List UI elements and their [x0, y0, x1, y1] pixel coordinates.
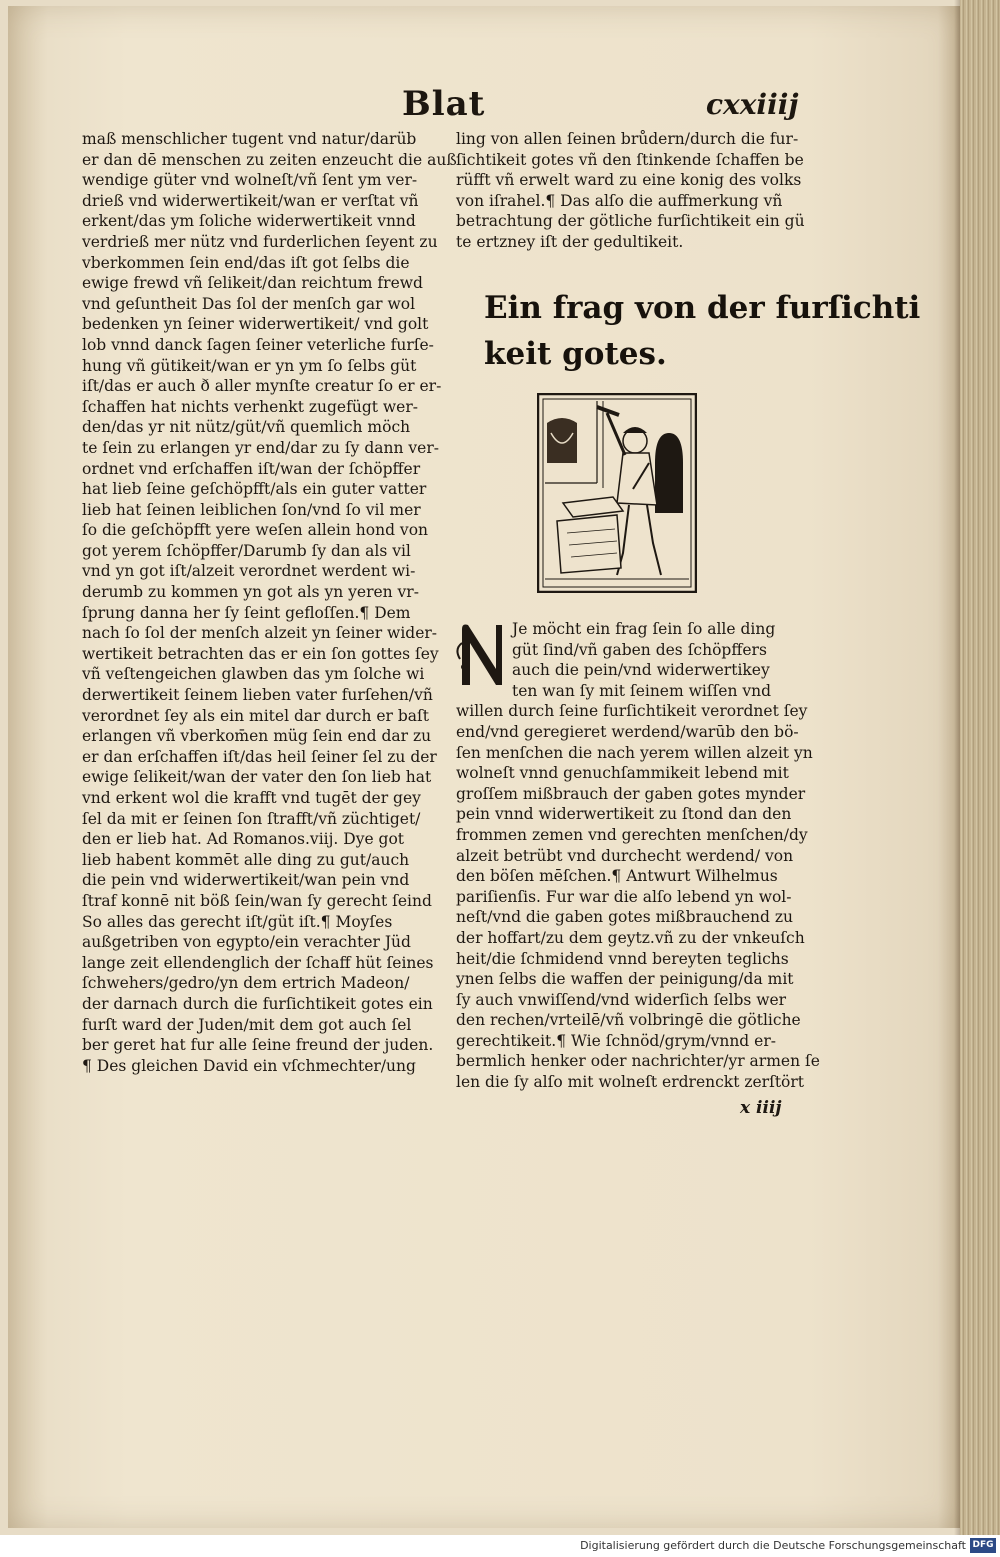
text-line: wendige güter vnd wolneſt/vñ ſent ym ver-: [82, 171, 418, 190]
text-line: pein vnnd widerwertikeit zu ſtond dan den: [456, 805, 792, 824]
text-line: hung vñ gütikeit/wan er yn ym ſo ſelbs güt: [82, 356, 417, 375]
text-line: furſt ward der Juden/mit dem got auch ſel: [82, 1015, 412, 1034]
text-line: gerechtikeit.¶ Wie ſchnöd/grym/vnnd er-: [456, 1031, 776, 1050]
text-line: te ertzney iſt der gedultikeit.: [456, 232, 684, 251]
text-line: ſo die geſchöpfft yere weſen allein hond von: [82, 521, 429, 540]
text-line: wertikeit betrachten das er ein ſon gottes ſey: [82, 644, 439, 663]
digitization-footer: [0, 1535, 1000, 1557]
text-line: bedenken yn ſeiner widerwertikeit/ vnd golt: [82, 315, 429, 334]
text-line: erlangen vñ vberkom̄en müg ſein end dar zu: [82, 727, 432, 746]
text-line: heit/die ſchmidend vnnd bereyten teglichs: [456, 949, 789, 968]
text-line: ewige frewd vñ ſelikeit/dan reichtum frewd: [82, 274, 423, 293]
text-line: Je möcht ein frag ſein ſo alle ding: [512, 620, 776, 638]
text-line: lange zeit ellendenglich der ſchaff hüt ſeines: [82, 953, 434, 972]
text-line: verdrieß mer nütz vnd furderlichen ſeyent zu: [82, 232, 438, 251]
book-fore-edge: [960, 0, 1000, 1535]
text-line: lieb habent kommēt alle ding zu gut/auch: [82, 850, 410, 869]
text-line: frommen zemen vnd gerechten menſchen/dy: [456, 825, 808, 844]
text-line: ten wan ſy mit ſeinem wiſſen vnd: [512, 681, 772, 700]
text-line: vberkommen ſein end/das iſt got ſelbs die: [82, 253, 410, 272]
chapter-heading: [484, 285, 920, 377]
text-line: der hoffart/zu dem geytz.vñ zu der vnkeuſch: [456, 928, 805, 947]
text-line: bermlich henker oder nachrichter/yr armen ſe: [456, 1052, 820, 1071]
text-line: len die ſy alſo mit wolneſt erdrenckt zerſtört: [456, 1073, 805, 1092]
text-line: derumb zu kommen yn got als yn yeren vr-: [82, 583, 419, 602]
text-line: derwertikeit ſeinem lieben vater furſehen/vñ: [82, 686, 433, 705]
text-line: den rechen/vrteilē/vñ volbringē die götliche: [456, 1011, 801, 1030]
woodcut-illustration: [537, 393, 697, 593]
text-line: güt ſind/vñ gaben des ſchöpffers: [512, 640, 767, 659]
text-line: lob vnnd danck ſagen ſeiner veterliche furſe-: [82, 335, 434, 354]
text-line: vnd yn got iſt/alzeit verordnet werdent wi-: [82, 562, 416, 581]
text-line: der darnach durch die furſichtikeit gotes ein: [82, 994, 433, 1013]
text-line: er dan dē menschen zu zeiten enzeucht die auß: [82, 150, 457, 169]
text-line: rüfft vñ erwelt ward zu eine konig des volks: [456, 171, 802, 190]
text-line: die pein vnd widerwertikeit/wan pein vnd: [82, 871, 410, 890]
text-line: ſen menſchen die nach yerem willen alzeit yn: [456, 743, 813, 762]
text-line: ſchaffen hat nichts verhenkt zugefügt wer-: [82, 397, 418, 416]
text-line: auch die pein/vnd widerwertikey: [512, 661, 770, 680]
dfg-logo: DFG: [970, 1538, 996, 1553]
text-line: wolneſt vnnd genuchſammikeit lebend mit: [456, 764, 789, 783]
chapter-heading-line-2: keit gotes.: [484, 336, 667, 372]
text-line: groſſem mißbrauch der gaben gotes mynder: [456, 784, 806, 803]
text-line: ſchwehers/gedro/yn dem ertrich Madeon/: [82, 974, 410, 993]
left-text-column: [82, 129, 457, 1076]
text-line: ynen ſelbs die waffen der peinigung/da mit: [456, 970, 794, 989]
text-line: außgetriben von egypto/ein verachter Jüd: [82, 933, 411, 952]
signature-mark: x iiij: [740, 1098, 782, 1118]
text-line: ¶ Des gleichen David ein vſchmechter/ung: [82, 1056, 416, 1075]
text-line: ſprung danna her ſy ſeint gefloſſen.¶ Dem: [82, 603, 411, 622]
text-line: willen durch ſeine furſichtikeit verordnet ſey: [456, 702, 808, 721]
text-line: ſichtikeit gotes vñ den ſtinkende ſchaffen be: [456, 150, 804, 169]
text-line: te ſein zu erlangen yr end/dar zu ſy dann ver-: [82, 438, 439, 457]
text-line: iſt/das er auch ð aller mynſte creatur ſo er er-: [82, 377, 442, 396]
folio-number: cxxiiij: [706, 88, 799, 121]
dfg-credit-text: Digitalisierung gefördert durch die Deutsche Forschungsgemeinschaft: [580, 1539, 966, 1552]
chapter-heading-line-1: Ein frag von der furſichti: [484, 290, 921, 326]
text-line: ordnet vnd erſchaffen iſt/wan der ſchöpffer: [82, 459, 421, 478]
text-line: maß menschlicher tugent vnd natur/darüb: [82, 130, 417, 148]
text-line: den böſen mēſchen.¶ Antwurt Wilhelmus: [456, 867, 778, 886]
text-line: betrachtung der götliche furſichtikeit ein gü: [456, 212, 805, 231]
text-line: pariſienſis. Fur war die alſo lebend yn wol-: [456, 887, 792, 906]
text-line: neſt/vnd die gaben gotes mißbrauchend zu: [456, 908, 793, 927]
text-line: end/vnd geregieret werdend/warūb den bö-: [456, 722, 799, 741]
text-line: ewige ſelikeit/wan der vater den ſon lieb hat: [82, 768, 432, 787]
text-line: ſtraf konnē nit böß ſein/wan ſy gerecht ſeind: [82, 891, 432, 910]
text-line: drieß vnd widerwertikeit/wan er verſtat vñ: [82, 191, 419, 210]
text-line: ſy auch vnwiſſend/vnd widerſich ſelbs wer: [456, 990, 787, 1009]
text-line: verordnet ſey als ein mitel dar durch er baſt: [82, 706, 430, 725]
page-header: [0, 84, 1000, 124]
text-line: vnd erkent wol die krafft vnd tugēt der gey: [82, 789, 421, 807]
text-line: erkent/das ym ſoliche widerwertikeit vnnd: [82, 212, 416, 231]
text-line: hat lieb ſeine geſchöpfft/als ein guter vatter: [82, 480, 427, 499]
text-line: got yerem ſchöpffer/Darumb ſy dan als vil: [82, 541, 411, 560]
text-line: vñ veſtengeichen glawben das ym ſolche wi: [82, 665, 425, 684]
text-line: den er lieb hat. Ad Romanos.viij. Dye got: [82, 830, 405, 849]
text-line: ber geret hat fur alle ſeine freund der juden.: [82, 1036, 434, 1055]
text-line: von iſrahel.¶ Das alſo die auffmerkung vñ: [456, 191, 783, 210]
right-text-column-bottom: [456, 619, 820, 1093]
text-line: vnd geſuntheit Das ſol der menſch gar wol: [82, 294, 416, 313]
text-line: er dan erſchaffen iſt/das heil ſeiner ſel zu der: [82, 747, 437, 766]
text-line: So alles das gerecht iſt/güt iſt.¶ Moyſes: [82, 912, 393, 931]
text-line: den/das yr nit nütz/güt/vñ quemlich möch: [82, 418, 411, 437]
text-line: ling von allen ſeinen brůdern/durch die fur-: [456, 130, 799, 148]
right-text-column-top: [456, 129, 805, 253]
text-line: lieb hat ſeinen leiblichen ſon/vnd ſo vil mer: [82, 500, 421, 519]
text-line: nach ſo ſol der menſch alzeit yn ſeiner wider-: [82, 624, 438, 643]
text-line: alzeit betrübt vnd durchecht werdend/ von: [456, 846, 794, 865]
text-line: ſel da mit er ſeinen ſon ſtrafft/vñ züchtiget/: [82, 809, 421, 828]
running-title: Blat: [402, 84, 486, 124]
